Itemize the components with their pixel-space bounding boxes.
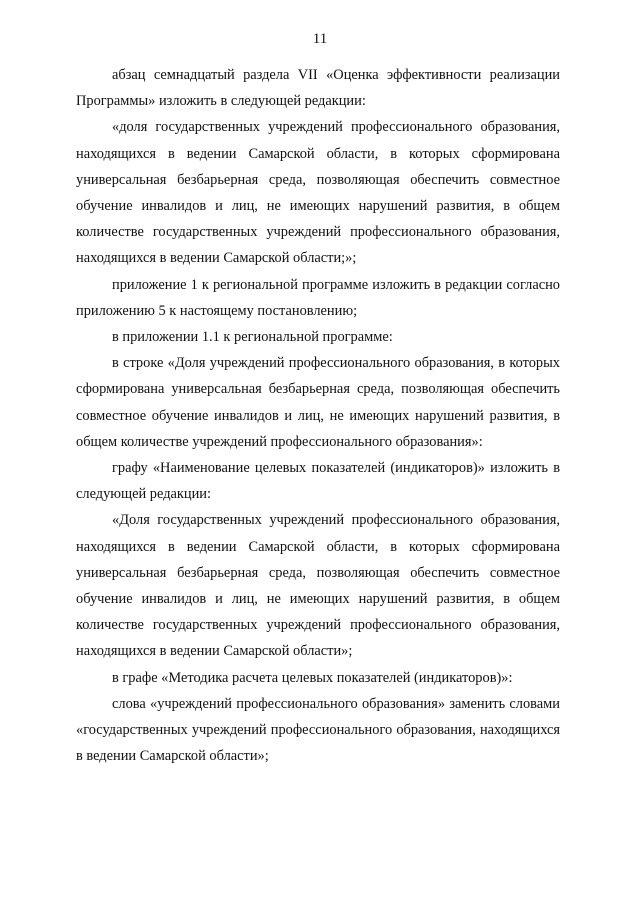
paragraph-quoted-indicator-text: «доля государственных учреждений профессионального образования, находящихся в ведении Самарской области, в которых сформирована универсальная безбарьерная среда, позволяющая обеспечить совместное обучение инвалидов и лиц, не имеющих нарушений развития, в общем количестве государственных учреждений профессионального образования, находящихся в ведении Самарской области;»; [76, 119, 560, 267]
paragraph-row-share-institutions: в строке «Доля учреждений профессионального образования, в которых сформирована универсальная безбарьерная среда, позволяющая обеспечить совместное обучение инвалидов и лиц, не имеющих нарушений развития, в общем количестве учреждений профессионального образования»: [76, 355, 560, 450]
page-number: 11 [312, 31, 328, 47]
paragraph-quoted-indicator-name: «Доля государственных учреждений профессионального образования, находящихся в ведении Самарской области, в которых сформирована универсальная безбарьерная среда, позволяющая обеспечить совместное обучение инвалидов и лиц, не имеющих нарушений развития, в общем количестве государственных учреждений профессионального образования, находящихся в ведении Самарской области»; [76, 512, 560, 660]
paragraph-words-replacement: слова «учреждений профессионального образования» заменить словами «государственных учреждений профессионального образования, находящихся в ведении Самарской области»; [76, 695, 560, 765]
paragraph-methodology-column: в графе «Методика расчета целевых показателей (индикаторов)»: [112, 669, 513, 686]
paragraph-appendix-1-1-intro: в приложении 1.1 к региональной программе: [112, 329, 393, 346]
paragraph-appendix-1-amendment: приложение 1 к региональной программе изложить в редакции согласно приложению 5 к настоящему постановлению; [76, 276, 560, 319]
paragraph-column-name-amendment: графу «Наименование целевых показателей (индикаторов)» изложить в следующей редакции: [76, 460, 560, 503]
paragraph-section-vii-amendment: абзац семнадцатый раздела VII «Оценка эффективности реализации Программы» изложить в следующей редакции: [76, 67, 560, 110]
document-body [76, 62, 560, 769]
